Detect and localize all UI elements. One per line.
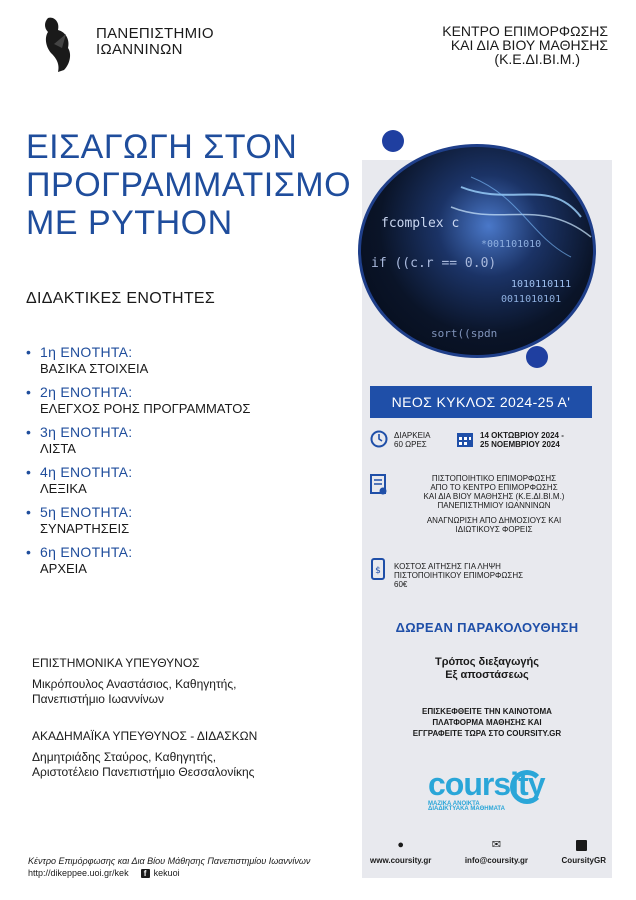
university-name: ΠΑΝΕΠΙΣΤΗΜΙΟ ΙΩΑΝΝΙΝΩΝ bbox=[96, 25, 214, 58]
page-title: ΕΙΣΑΓΩΓΗ ΣΤΟΝ ΠΡΟΓΡΑΜΜΑΤΙΣΜΟ ΜΕ PYTHON bbox=[26, 128, 352, 242]
code-line: sort((spdn bbox=[431, 327, 498, 340]
footer-center-name: Κέντρο Επιμόρφωσης και Δια Βίου Μάθησης Πανεπιστημίου Ιωαννίνων bbox=[28, 856, 311, 866]
bullet-icon: • bbox=[26, 344, 31, 360]
bullet-icon: • bbox=[26, 384, 31, 400]
facebook-icon: f bbox=[141, 869, 150, 878]
module-title: 6η ΕΝΟΤΗΤΑ: bbox=[40, 544, 133, 560]
cost-text: ΚΟΣΤΟΣ ΑΙΤΗΣΗΣ ΓΙΑ ΛΗΨΗ ΠΙΣΤΟΠΟΙΗΤΙΚΟΥ ΕΠΙΜΟΡΦΩΣΗΣ 60€ bbox=[394, 562, 524, 589]
list-item bbox=[26, 344, 346, 377]
module-subtitle: ΛΕΞΙΚΑ bbox=[40, 481, 87, 496]
footer-left bbox=[28, 855, 310, 879]
university-logo bbox=[40, 14, 80, 74]
code-line: *001101010 bbox=[481, 239, 542, 250]
clock-icon bbox=[370, 430, 388, 453]
bullet-icon: • bbox=[26, 544, 31, 560]
module-subtitle: ΛΙΣΤΑ bbox=[40, 441, 76, 456]
decor-dot bbox=[382, 130, 404, 152]
facebook-link[interactable]: f CoursityGR bbox=[561, 840, 606, 865]
list-item bbox=[26, 384, 346, 417]
dates-text: 14 ΟΚΤΩΒΡΙΟΥ 2024 - 25 ΝΟΕΜΒΡΙΟΥ 2024 bbox=[480, 431, 564, 449]
code-line: if ((c.r == 0.0) bbox=[371, 256, 497, 271]
cycle-banner: ΝΕΟΣ ΚΥΚΛΟΣ 2024-25 Α' bbox=[370, 386, 592, 418]
module-title: 3η ΕΝΟΤΗΤΑ: bbox=[40, 424, 133, 440]
recognition-text: ΑΝΑΓΝΩΡΙΣΗ ΑΠΟ ΔΗΜΟΣΙΟΥΣ ΚΑΙ ΙΔΙΩΤΙΚΟΥΣ ΦΟΡΕΙΣ bbox=[426, 516, 562, 534]
certificate-icon bbox=[370, 474, 388, 503]
code-line: 0011010101 bbox=[501, 294, 562, 305]
duration-text: ΔΙΑΡΚΕΙΑ 60 ΩΡΕΣ bbox=[394, 431, 431, 449]
people-section bbox=[32, 656, 352, 802]
center-name: ΚΕΝΤΡΟ ΕΠΙΜΟΡΦΩΣΗΣ ΚΑΙ ΔΙΑ ΒΙΟΥ ΜΑΘΗΣΗΣ (Κ.Ε.ΔΙ.ΒΙ.Μ.) bbox=[442, 23, 608, 67]
coursity-logo[interactable]: coursity ΜΑΖΙΚΑ ΑΝΟΙΚΤΑ ΔΙΑΔΙΚΤΥΑΚΑ ΜΑΘΗΜΑΤΑ bbox=[428, 766, 545, 812]
section-heading: ΔΙΔΑΚΤΙΚΕΣ ΕΝΟΤΗΤΕΣ bbox=[26, 290, 216, 307]
module-title: 5η ΕΝΟΤΗΤΑ: bbox=[40, 504, 133, 520]
scientific-role: ΕΠΙΣΤΗΜΟΝΙΚΑ ΥΠΕΥΘΥΝΟΣ bbox=[32, 656, 200, 670]
module-title: 1η ΕΝΟΤΗΤΑ: bbox=[40, 344, 133, 360]
module-title: 2η ΕΝΟΤΗΤΑ: bbox=[40, 384, 133, 400]
academic-role: ΑΚΑΔΗΜΑΪΚΑ ΥΠΕΥΘΥΝΟΣ - ΔΙΔΑΣΚΩΝ bbox=[32, 729, 258, 743]
footer-facebook-link[interactable]: f kekuoi bbox=[141, 867, 180, 879]
facebook-icon: f bbox=[576, 840, 587, 851]
module-subtitle: ΣΥΝΑΡΤΗΣΕΙΣ bbox=[40, 521, 130, 536]
decor-dot bbox=[526, 346, 548, 368]
svg-text:$: $ bbox=[375, 566, 381, 576]
list-item bbox=[26, 424, 346, 457]
free-attendance: ΔΩΡΕΑΝ ΠΑΡΑΚΟΛΟΥΘΗΣΗ bbox=[395, 620, 579, 635]
payment-icon bbox=[370, 558, 388, 587]
globe-icon: ● bbox=[397, 839, 404, 851]
bullet-icon: • bbox=[26, 424, 31, 440]
bullet-icon: • bbox=[26, 464, 31, 480]
module-title: 4η ΕΝΟΤΗΤΑ: bbox=[40, 464, 133, 480]
email-link[interactable]: ✉ info@coursity.gr bbox=[464, 839, 529, 865]
calendar-icon bbox=[456, 430, 474, 453]
module-subtitle: ΕΛΕΓΧΟΣ ΡΟΗΣ ΠΡΟΓΡΑΜΜΑΤΟΣ bbox=[40, 401, 251, 416]
web-link[interactable]: ● www.coursity.gr bbox=[370, 839, 432, 865]
footer-url-link[interactable]: http://dikeppee.uoi.gr/kek bbox=[28, 868, 129, 878]
code-line: fcomplex c bbox=[381, 216, 460, 231]
module-list bbox=[26, 344, 346, 584]
visit-text: ΕΠΙΣΚΕΦΘΕΙΤΕ ΤΗΝ ΚΑΙΝΟΤΟΜΑ ΠΛΑΤΦΟΡΜΑ ΜΑΘΗΣΗΣ ΚΑΙ ΕΓΓΡΑΦΕΙΤΕ ΤΩΡΑ ΣΤΟ COURSITY.GR bbox=[412, 707, 562, 738]
bullet-icon: • bbox=[26, 504, 31, 520]
academic-name: Δημητριάδης Σταύρος, Καθηγητής, Αριστοτέλειο Πανεπιστήμιο Θεσσαλονίκης bbox=[32, 750, 255, 779]
scientific-name: Μικρόπουλος Αναστάσιος, Καθηγητής, Πανεπιστήμιο Ιωαννίνων bbox=[32, 677, 237, 706]
mail-icon: ✉ bbox=[491, 839, 502, 851]
mode-text: Τρόπος διεξαγωγής Εξ αποστάσεως bbox=[435, 656, 539, 681]
module-subtitle: ΑΡΧΕΙΑ bbox=[40, 561, 87, 576]
module-subtitle: ΒΑΣΙΚΑ ΣΤΟΙΧΕΙΑ bbox=[40, 361, 149, 376]
certificate-text: ΠΙΣΤΟΠΟΙΗΤΙΚΟ ΕΠΙΜΟΡΦΩΣΗΣ ΑΠΟ ΤΟ ΚΕΝΤΡΟ ΕΠΙΜΟΡΦΩΣΗΣ ΚΑΙ ΔΙΑ ΒΙΟΥ ΜΑΘΗΣΗΣ (Κ.Ε.ΔΙ.ΒΙ.Μ.) ΠΑΝΕΠΙΣΤΗΜΙΟΥ ΙΩΑΝΝΙΝΩΝ bbox=[423, 474, 565, 510]
list-item bbox=[26, 504, 346, 537]
code-line: 1010110111 bbox=[511, 279, 572, 290]
list-item bbox=[26, 544, 346, 577]
list-item bbox=[26, 464, 346, 497]
code-circle-image bbox=[358, 144, 596, 358]
contacts-row bbox=[370, 840, 606, 865]
